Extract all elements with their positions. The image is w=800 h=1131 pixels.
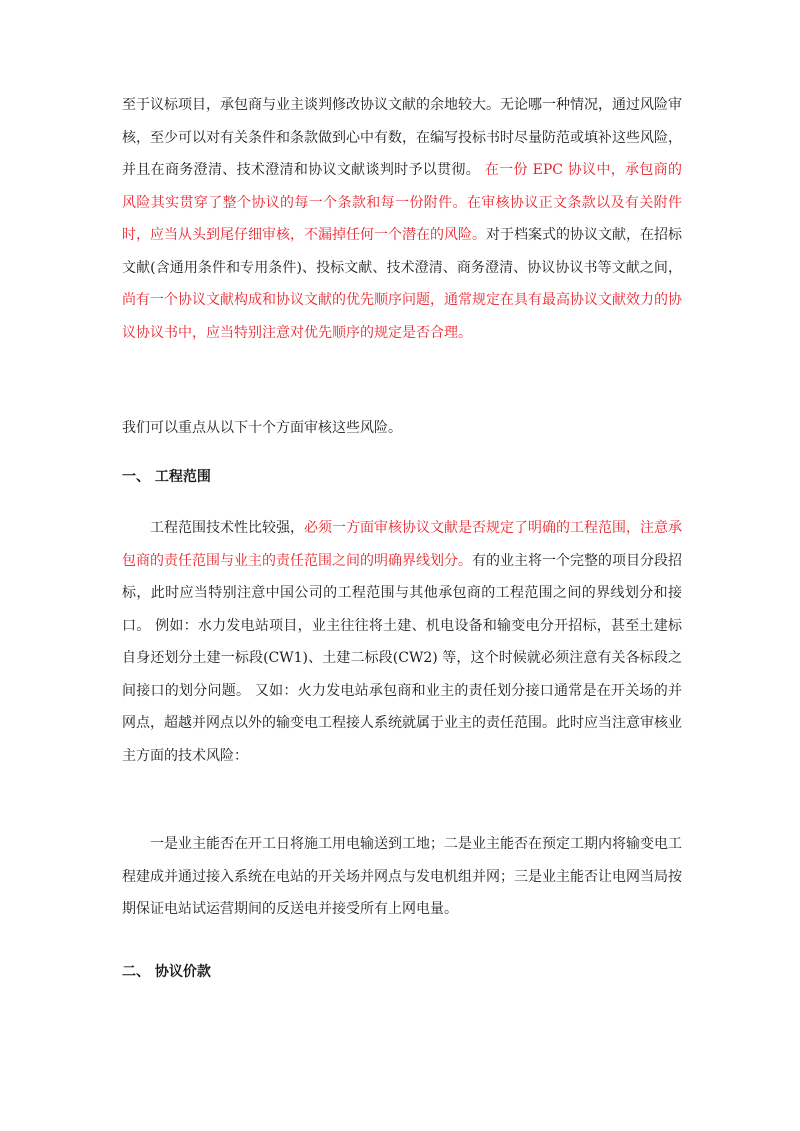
paragraph-intro-ten-aspects: 我们可以重点从以下十个方面审核这些风险。 — [122, 420, 402, 436]
paragraph-text: 有的业主将一个完整的项目分段招标，此时应当特别注意中国公司的工程范围与其他承包商的工程范围之间的界线划分和接口。 例如：水力发电站项目，业主往往将土建、机电设备和输变电分开招标，甚至土建标自身还划分土建一标段(CW1)、土建二标段(CW2) 等，这个时候就必须注意有关各标段之间接口的划分问题。 又如：火力发电站承包商和业主的责任划分接口通常是在开关场的并网点，超越并网点以外的输变电工程接人系统就属于业主的责任范围。此时应当注意审核业主方面的技术风险： — [122, 552, 682, 764]
paragraph-bid-negotiation — [122, 89, 682, 349]
paragraph-work-scope — [122, 512, 682, 772]
paragraph-text: 至于议标项目，承包商与业主谈判修改协议文献的余地较大。无论哪一种情况，通过风险审核，至少可以对有关条件和条款做到心中有数，在编写投标书时尽量防范或填补这些风险，并且在商务澄清、技术澄清和协议文献谈判时予以贯彻。 — [122, 97, 682, 178]
highlighted-text: 尚有一个协议文献构成和协议文献的优先顺序问题，通常规定在具有最高协议文献效力的协议协议书中，应当特别注意对优先顺序的规定是否合理。 — [122, 292, 682, 341]
paragraph-text: 工程范围技术性比较强， — [150, 520, 304, 536]
section-heading-price: 二、 协议价款 — [122, 964, 211, 980]
highlighted-text: 必须一方面审核协议文献是否规定了明确的工程范围，注意承包商的责任范围与业主的责任范围之间的明确界线划分。 — [122, 520, 682, 569]
paragraph-text: 对于档案式的协议文献，在招标文献(含通用条件和专用条件)、投标文献、技术澄清、商务澄清、协议协议书等文献之间， — [122, 227, 682, 276]
paragraph-owner-risks: 一是业主能否在开工日将施工用电输送到工地；二是业主能否在预定工期内将输变电工程建成并通过接入系统在电站的开关场并网点与发电机组并网；三是业主能否让电网当局按期保证电站试运营期间的反送电并接受所有上网电量。 — [122, 836, 682, 917]
highlighted-text: 在一份 EPC 协议中，承包商的风险其实贯穿了整个协议的每一个条款和每一份附件。在审核协议正文条款以及有关附件时，应当从头到尾仔细审核，不漏掉任何一个潜在的风险。 — [122, 162, 682, 243]
section-heading-scope: 一、 工程范围 — [122, 469, 211, 485]
